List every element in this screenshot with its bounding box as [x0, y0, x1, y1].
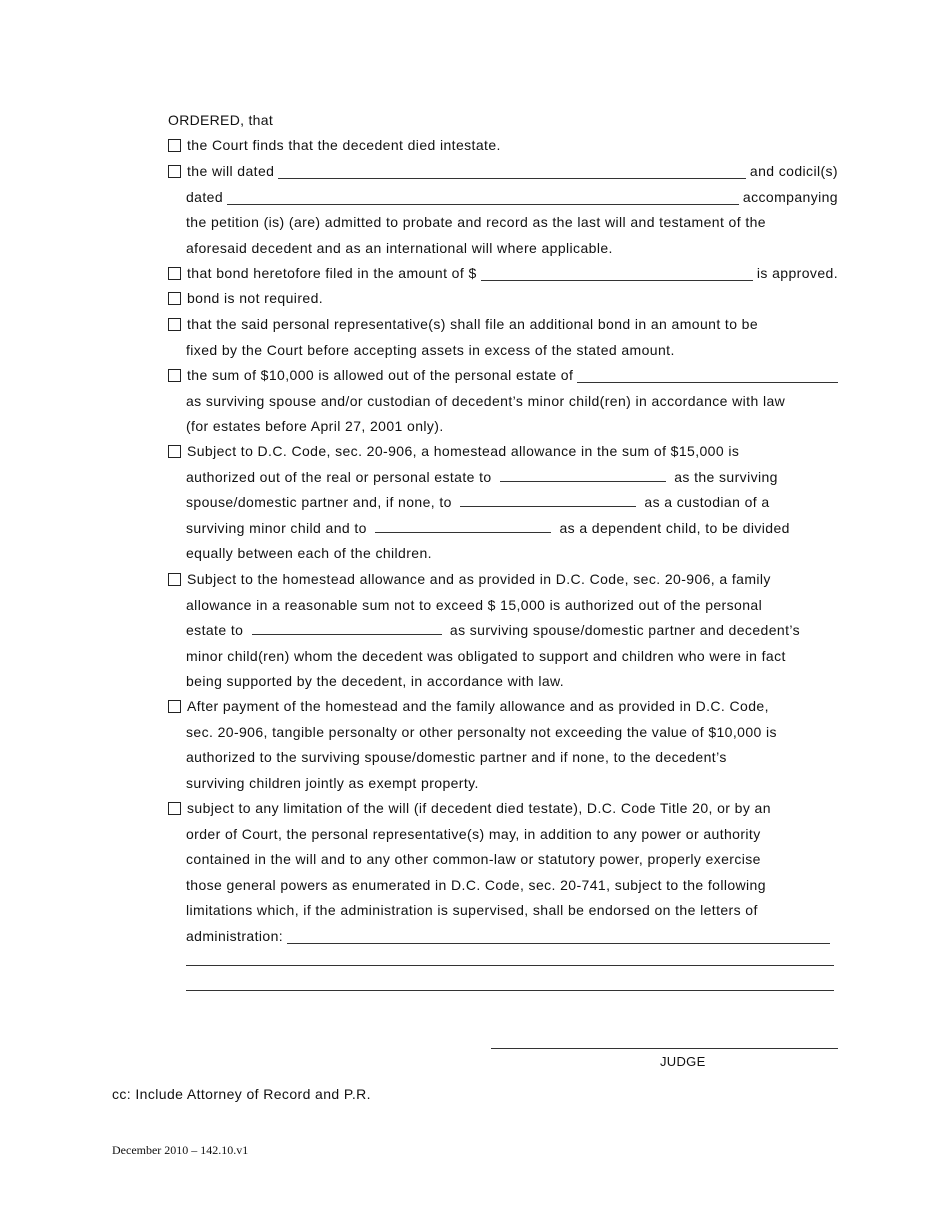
sum-text: (for estates before April 27, 2001 only). — [186, 418, 444, 434]
item-payment — [168, 694, 838, 796]
limitation-text: those general powers as enumerated in D.C. Code, sec. 20-741, subject to the following — [186, 876, 766, 893]
item-bond — [168, 261, 838, 287]
homestead-text: as the surviving — [674, 468, 778, 485]
will-text: and codicil(s) — [749, 163, 838, 179]
limitation-text: limitations which, if the administration is supervised, shall be endorsed on the letters of — [186, 902, 758, 918]
limitation-text: subject to any limitation of the will (if decedent died testate), D.C. Code Title 20, or by an — [187, 800, 771, 816]
surviving-spouse-field[interactable] — [500, 467, 666, 482]
will-text: dated — [186, 188, 224, 205]
judge-label: JUDGE — [660, 1054, 706, 1069]
will-text: the petition (is) (are) admitted to probate and record as the last will and testament of the — [186, 214, 766, 230]
family-text: Subject to the homestead allowance and as provided in D.C. Code, sec. 20-906, a family — [187, 571, 771, 587]
homestead-checkbox[interactable] — [168, 445, 181, 458]
payment-text: surviving children jointly as exempt property. — [186, 774, 479, 791]
estate-of-field[interactable] — [577, 368, 838, 383]
limitations-line-3[interactable] — [186, 990, 834, 991]
item-homestead — [168, 439, 838, 567]
homestead-text: as a custodian of a — [644, 494, 770, 510]
bond-checkbox[interactable] — [168, 267, 181, 280]
form-footer: December 2010 – 142.10.v1 — [112, 1143, 249, 1157]
limitations-line-2[interactable] — [186, 965, 834, 966]
family-checkbox[interactable] — [168, 573, 181, 586]
payment-text: After payment of the homestead and the family allowance and as provided in D.C. Code, — [187, 698, 769, 714]
sum-checkbox[interactable] — [168, 369, 181, 382]
codicil-date-field[interactable] — [227, 190, 739, 205]
family-text: being supported by the decedent, in accordance with law. — [186, 673, 565, 689]
item-bond-not-required — [168, 286, 838, 312]
additional-bond-text: that the said personal representative(s) shall file an additional bond in an amount to be — [187, 316, 759, 332]
sum-text: as surviving spouse and/or custodian of decedent’s minor child(ren) in accordance with law — [186, 392, 786, 409]
bond-not-required-text: bond is not required. — [187, 290, 324, 306]
homestead-text: as a dependent child, to be divided — [559, 519, 790, 536]
limitation-checkbox[interactable] — [168, 802, 181, 815]
limitation-text: administration: — [186, 927, 284, 944]
homestead-text: spouse/domestic partner and, if none, to — [186, 494, 452, 510]
limitation-text: contained in the will and to any other common-law or statutory power, properly exercise — [186, 851, 761, 867]
homestead-text: authorized out of the real or personal estate to — [186, 468, 492, 485]
family-text: minor child(ren) whom the decedent was obligated to support and children who were in fact — [186, 647, 786, 664]
item-family — [168, 567, 838, 695]
will-checkbox[interactable] — [168, 165, 181, 178]
ordered-heading: ORDERED, that — [168, 112, 274, 128]
homestead-text: equally between each of the children. — [186, 545, 432, 561]
item-intestate — [168, 133, 838, 159]
cc-note: cc: Include Attorney of Record and P.R. — [112, 1086, 371, 1102]
limitations-field[interactable] — [287, 929, 830, 944]
bond-text: is approved. — [756, 265, 838, 281]
custodian-field[interactable] — [460, 492, 636, 507]
family-text: estate to — [186, 622, 244, 638]
bond-text: that bond heretofore filed in the amount of $ — [187, 265, 477, 281]
bond-amount-field[interactable] — [481, 266, 753, 281]
family-estate-field[interactable] — [252, 620, 442, 635]
dependent-child-field[interactable] — [375, 518, 551, 533]
payment-text: authorized to the surviving spouse/domestic partner and if none, to the decedent’s — [186, 749, 727, 765]
bond-not-required-checkbox[interactable] — [168, 292, 181, 305]
payment-text: sec. 20-906, tangible personalty or other personalty not exceeding the value of $10,000 is — [186, 723, 777, 740]
item-will — [168, 159, 838, 261]
intestate-text: the Court finds that the decedent died intestate. — [187, 137, 501, 153]
judge-signature-line[interactable] — [491, 1048, 838, 1049]
intestate-checkbox[interactable] — [168, 139, 181, 152]
will-text: aforesaid decedent and as an international will where applicable. — [186, 239, 613, 256]
will-text: accompanying — [742, 188, 838, 205]
additional-bond-text: fixed by the Court before accepting assets in excess of the stated amount. — [186, 341, 675, 358]
sum-text: the sum of $10,000 is allowed out of the personal estate of — [187, 367, 574, 383]
family-text: as surviving spouse/domestic partner and decedent’s — [449, 622, 801, 638]
additional-bond-checkbox[interactable] — [168, 318, 181, 331]
payment-checkbox[interactable] — [168, 700, 181, 713]
item-additional-bond — [168, 312, 838, 363]
limitation-text: order of Court, the personal representative(s) may, in addition to any power or authority — [186, 825, 761, 842]
item-limitation — [168, 796, 838, 949]
family-text: allowance in a reasonable sum not to exceed $ 15,000 is authorized out of the personal — [186, 596, 763, 613]
homestead-text: surviving minor child and to — [186, 519, 367, 536]
item-sum — [168, 363, 838, 440]
will-text: the will dated — [187, 163, 275, 179]
will-date-field[interactable] — [278, 164, 746, 179]
homestead-text: Subject to D.C. Code, sec. 20-906, a homestead allowance in the sum of $15,000 is — [187, 443, 740, 459]
